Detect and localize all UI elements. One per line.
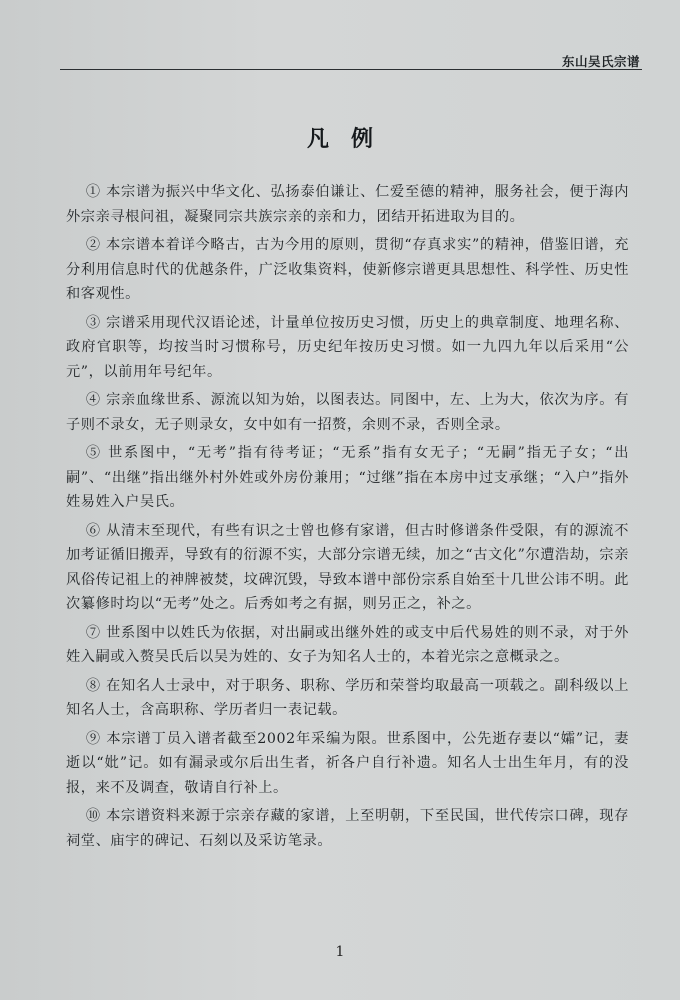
page-title: 凡例 (306, 126, 395, 152)
paragraph-2: ② 本宗谱本着详今略古，古为今用的原则，贯彻“存真求实”的精神，借鉴旧谱，充分利用信息时代的优越条件，广泛收集资料，使新修宗谱更具思想性、科学性、历史性和客观性。 (66, 237, 629, 302)
paragraph-9: ⑨ 本宗谱丁员入谱者截至2002年采编为限。世系图中，公先逝存妻以“孀”记，妻逝以“妣”记。如有漏录或尔后出生者，祈各户自行补遗。知名人士出生年月，有的没报，来不及调查，敬请自行补上。 (66, 730, 629, 796)
header-rule (60, 69, 642, 70)
page-number: 1 (335, 944, 345, 960)
paragraph-8: ⑧ 在知名人士录中，对于职务、职称、学历和荣誉均取最高一项载之。副科级以上知名人士，含高职称、学历者归一表记载。 (66, 677, 629, 718)
paragraph-6: ⑥ 从清末至现代，有些有识之士曾也修有家谱，但古时修谱条件受限，有的源流不加考证循旧搬弄，导致有的衍源不实，大部分宗谱无续，加之“古文化”尔遭浩劫，宗亲风俗传记祖上的神牌被焚，坟碑沉毁，导致本谱中部份宗系自始至十几世公讳不明。此次纂修时均以“无考”处之。后秀如考之有据，则另正之，补之。 (66, 522, 629, 612)
paragraph-7: ⑦ 世系图中以姓氏为依据，对出嗣或出继外姓的或支中后代易姓的则不录，对于外姓入嗣或入赘吴氏后以吴为姓的、女子为知名人士的，本着光宗之意概录之。 (66, 624, 629, 665)
paragraph-10: ⑩ 本宗谱资料来源于宗亲存藏的家谱，上至明朝，下至民国，世代传宗口碑，现存祠堂、庙宇的碑记、石刻以及采访笔录。 (66, 808, 629, 849)
paragraph-4: ④ 宗亲血缘世系、源流以知为始，以图表达。同图中，左、上为大，依次为序。有子则不录女，无子则录女，女中如有一招赘，余则不录，否则全录。 (66, 392, 629, 433)
paragraph-5: ⑤ 世系图中，“无考”指有待考证；“无系”指有女无子；“无嗣”指无子女；“出嗣”、“出继”指出继外村外姓或外房份兼用；“过继”指在本房中过支承继；“入户”指外姓易姓入户吴氏。 (66, 445, 629, 510)
paragraph-1: ① 本宗谱为振兴中华文化、弘扬泰伯谦让、仁爱至德的精神，服务社会，便于海内外宗亲寻根问祖，凝聚同宗共族宗亲的亲和力，团结开拓进取为目的。 (66, 184, 629, 225)
paragraph-3: ③ 宗谱采用现代汉语论述，计量单位按历史习惯，历史上的典章制度、地理名称、政府官职等，均按当时习惯称号，历史纪年按历史习惯。如一九四九年以后采用“公元”，以前用年号纪年。 (66, 314, 629, 380)
running-header-title: 东山吴氏宗谱 (561, 54, 640, 69)
body-text (66, 180, 629, 857)
